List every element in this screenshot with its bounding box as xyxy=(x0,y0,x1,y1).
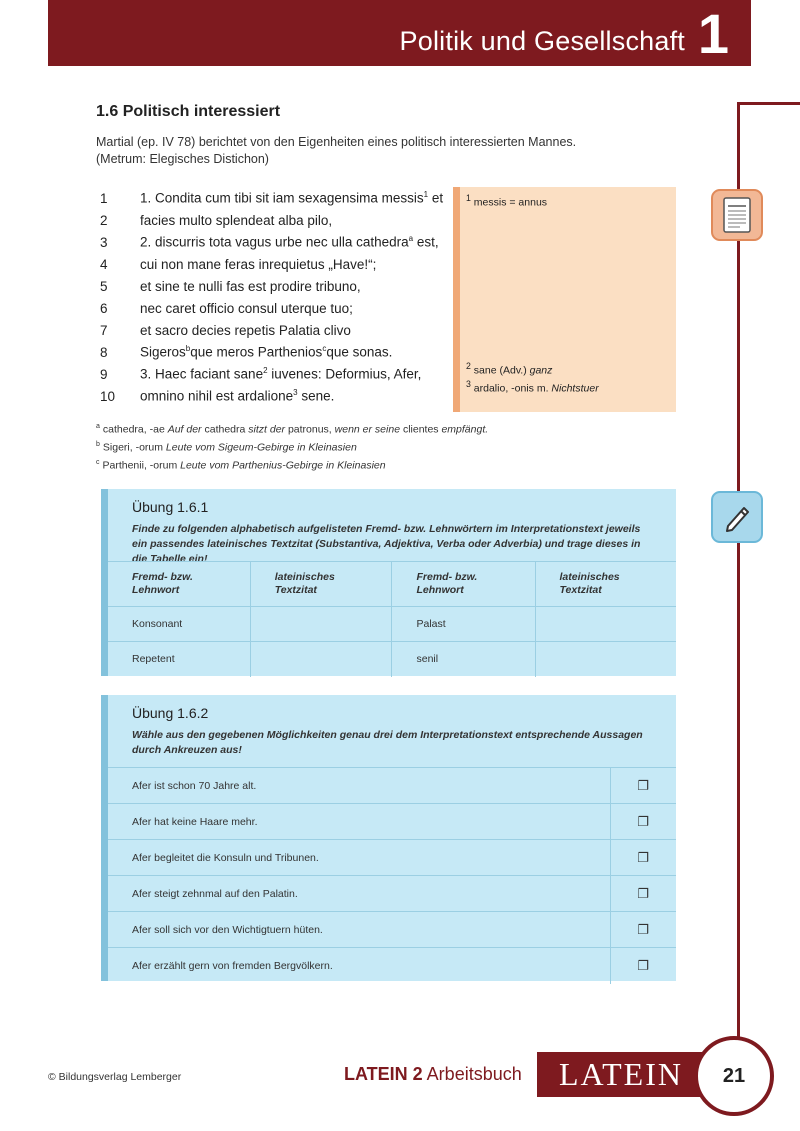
answer-cell[interactable] xyxy=(250,642,392,677)
footnote-a: $^a$ cathedra, -ae Auf der cathedra sitzt der patronus, wenn er seine clientes empfängt. xyxy=(96,423,489,436)
table-header: lateinisches Textzitat xyxy=(250,562,392,607)
word-cell: senil xyxy=(392,642,535,677)
line-text: et sine te nulli fas est prodire tribuno, xyxy=(140,278,361,294)
gloss-box xyxy=(453,187,676,412)
answer-cell[interactable] xyxy=(250,607,392,642)
table-row xyxy=(108,642,676,677)
brand-bar: LATEIN xyxy=(537,1052,720,1097)
line-number: 1 xyxy=(100,190,108,206)
latin-poem xyxy=(96,187,446,407)
gloss-2: $^2$ sane (Adv.) ganz xyxy=(466,361,553,377)
footnotes xyxy=(96,418,488,472)
exercise-1-table xyxy=(108,561,676,677)
line-number: 4 xyxy=(100,256,108,272)
line-number: 7 xyxy=(100,322,108,338)
table-row xyxy=(108,768,676,804)
line-number: 8 xyxy=(100,344,108,360)
chapter-header-bar xyxy=(48,0,751,66)
poem-line xyxy=(96,275,446,297)
poem-line xyxy=(96,297,446,319)
table-row xyxy=(108,607,676,642)
table-row xyxy=(108,804,676,840)
section-intro: Martial (ep. IV 78) berichtet von den Eigenheiten eines politisch interessierten Mannes. (Metrum: Elegisches Distichon) xyxy=(96,135,577,166)
copyright: © Bildungsverlag Lemberger xyxy=(48,1071,182,1083)
line-text: 3. Haec faciant sane$^2$ iuvenes: Deformius, Afer, xyxy=(140,366,422,382)
book-title: LATEIN 2 Arbeitsbuch xyxy=(344,1064,522,1084)
exercise-1-instruction: Finde zu folgenden alphabetisch aufgelisteten Fremd- bzw. Lehnwörtern im Interpretationstext jeweils ein passendes lateinisches Textzitat (Substantiva, Adjektiva, Verba oder Adverbia) und trage dieses in die Tabelle ein! xyxy=(132,523,641,565)
line-number: 9 xyxy=(100,366,108,382)
poem-line xyxy=(96,187,446,209)
exercise-2-table xyxy=(108,767,676,984)
margin-rule xyxy=(737,102,740,1046)
exercise-1-title: Übung 1.6.1 xyxy=(132,499,209,515)
exercise-2-instruction: Wähle aus den gegebenen Möglichkeiten genau drei dem Interpretationstext entsprechende Aussagen durch Ankreuzen aus! xyxy=(132,729,643,756)
section-heading: 1.6 Politisch interessiert xyxy=(96,103,281,120)
statement: Afer soll sich vor den Wichtigtuern hüten. xyxy=(108,912,610,948)
footnote-c: $^c$ Parthenii, -orum Leute vom Parthenius-Gebirge in Kleinasien xyxy=(96,459,386,472)
chapter-title: Politik und Gesellschaft xyxy=(399,26,685,56)
line-text: cui non mane feras inrequietus „Have!“; xyxy=(140,256,377,272)
checkbox[interactable]: ❐ xyxy=(610,804,676,840)
checkbox[interactable]: ❐ xyxy=(610,768,676,804)
gloss-3: $^3$ ardalio, -onis m. Nichtstuer xyxy=(466,379,599,395)
word-cell: Palast xyxy=(392,607,535,642)
chapter-number: 1 xyxy=(697,2,729,65)
checkbox[interactable]: ❐ xyxy=(610,876,676,912)
exercise-2-title: Übung 1.6.2 xyxy=(132,705,209,721)
line-text: 1. Condita cum tibi sit iam sexagensima messis$^1$ et xyxy=(140,190,444,206)
checkbox[interactable]: ❐ xyxy=(610,912,676,948)
line-number: 6 xyxy=(100,300,108,316)
checkbox[interactable]: ❐ xyxy=(610,840,676,876)
table-header: Fremd- bzw. Lehnwort xyxy=(392,562,535,607)
exercise-2-box xyxy=(101,695,676,981)
margin-rule-top xyxy=(737,102,800,105)
poem-line xyxy=(96,231,446,253)
line-text: 2. discurris tota vagus urbe nec ulla cathedra$^a$ est, xyxy=(140,234,439,250)
statement: Afer begleitet die Konsuln und Tribunen. xyxy=(108,840,610,876)
checkbox[interactable]: ❐ xyxy=(610,948,676,984)
answer-cell[interactable] xyxy=(535,607,676,642)
table-header: Fremd- bzw. Lehnwort xyxy=(108,562,250,607)
poem-line xyxy=(96,209,446,231)
word-cell: Repetent xyxy=(108,642,250,677)
table-row xyxy=(108,948,676,984)
document-icon xyxy=(711,189,763,241)
statement: Afer ist schon 70 Jahre alt. xyxy=(108,768,610,804)
poem-line xyxy=(96,253,446,275)
statement: Afer hat keine Haare mehr. xyxy=(108,804,610,840)
poem-line xyxy=(96,341,446,363)
line-text: facies multo splendeat alba pilo, xyxy=(140,212,333,228)
gloss-1: $^1$ messis = annus xyxy=(466,193,548,209)
poem-line xyxy=(96,385,446,407)
statement: Afer erzählt gern von fremden Bergvölkern. xyxy=(108,948,610,984)
line-number: 5 xyxy=(100,278,108,294)
table-row xyxy=(108,912,676,948)
answer-cell[interactable] xyxy=(535,642,676,677)
line-number: 3 xyxy=(100,234,108,250)
footnote-b: $^b$ Sigeri, -orum Leute vom Sigeum-Gebirge in Kleinasien xyxy=(96,441,357,454)
table-header: lateinisches Textzitat xyxy=(535,562,676,607)
line-text: nec caret officio consul uterque tuo; xyxy=(140,300,353,316)
poem-line xyxy=(96,319,446,341)
statement: Afer steigt zehnmal auf den Palatin. xyxy=(108,876,610,912)
line-text: Sigeros$^b$que meros Parthenios$^c$que sonas. xyxy=(140,344,393,360)
exercise-1-box xyxy=(101,489,676,676)
pencil-icon xyxy=(711,491,763,543)
page-number: 21 xyxy=(694,1036,774,1116)
line-text: et sacro decies repetis Palatia clivo xyxy=(140,322,351,338)
line-number: 2 xyxy=(100,212,108,228)
line-number: 10 xyxy=(100,388,116,404)
word-cell: Konsonant xyxy=(108,607,250,642)
poem-line xyxy=(96,363,446,385)
table-row xyxy=(108,840,676,876)
line-text: omnino nihil est ardalione$^3$ sene. xyxy=(140,388,335,404)
table-row xyxy=(108,876,676,912)
